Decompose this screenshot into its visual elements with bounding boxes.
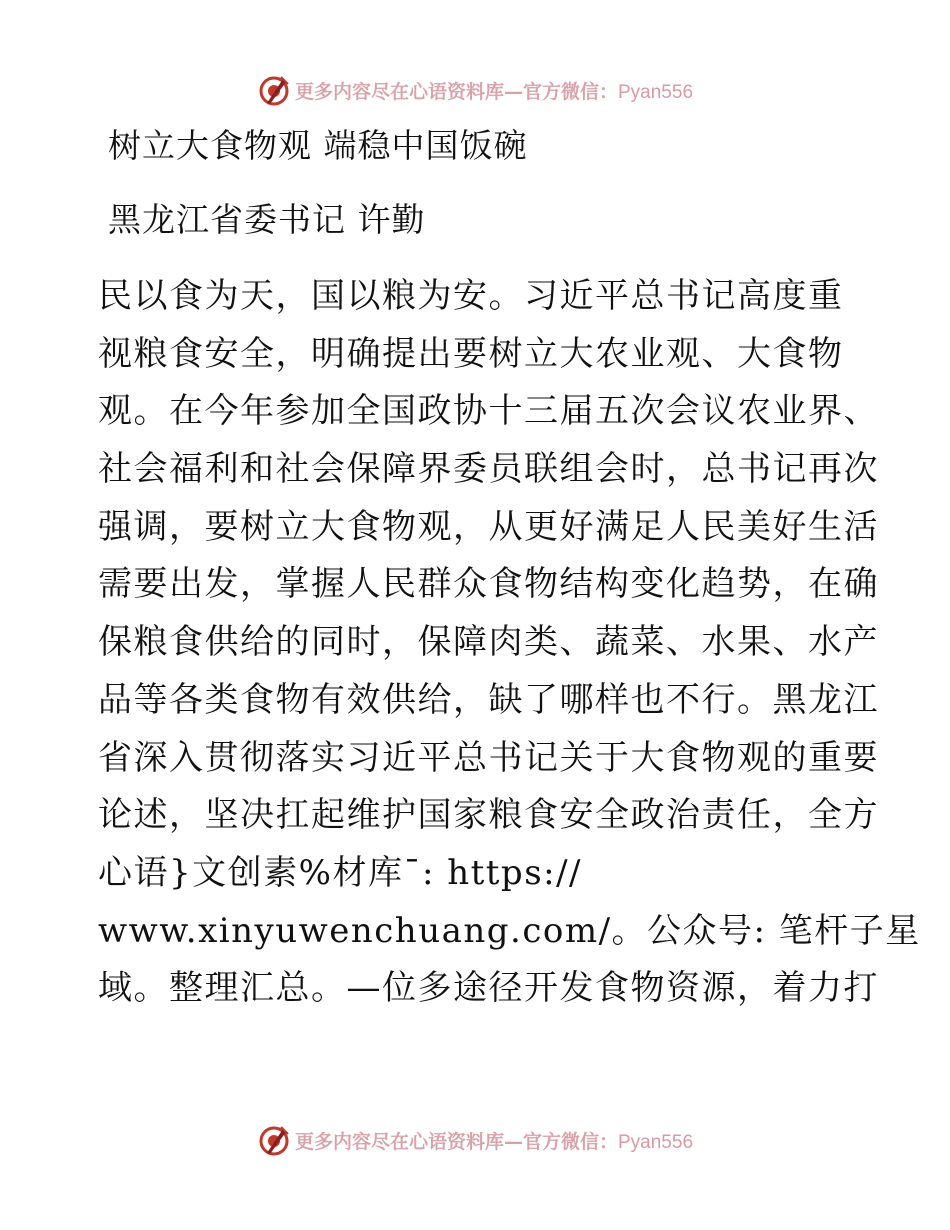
quill-logo-icon [257,1123,291,1157]
body-line: 保粮食供给的同时，保障肉类、蔬菜、水果、水产 [98,622,879,663]
body-line: 强调，要树立大食物观，从更好满足人民美好生活 [98,506,879,547]
document-author: 黑龙江省委书记 许勤 [108,200,426,239]
body-line: 民以食为天，国以粮为安。习近平总书记高度重 [98,276,844,316]
banner-slogan: 更多内容尽在心语资料库—官方微信： [294,80,618,103]
banner-text [295,77,693,104]
banner-wechat-id: Pyan556 [618,1131,694,1153]
body-line: 观。在今年参加全国政协十三届五次会议农业界、 [98,391,879,432]
header-banner [0,70,950,110]
body-line: www.xinyuwenchuang.com/。公众号: 笔杆子星 [98,910,921,951]
footer-banner [0,1120,950,1160]
banner-slogan: 更多内容尽在心语资料库—官方微信： [294,1130,618,1153]
body-line: 域。整理汇总。—位多途径开发食物资源，着力打 [98,968,879,1009]
quill-logo-icon [257,73,291,107]
banner-text [295,1127,693,1154]
body-line: 社会福利和社会保障界委员联组会时，总书记再次 [98,449,879,490]
body-line: 省深入贯彻落实习近平总书记关于大食物观的重要 [98,737,879,778]
body-line: 视粮食安全，明确提出要树立大农业观、大食物 [98,333,844,374]
document-title: 树立大食物观 端稳中国饭碗 [108,126,528,165]
body-line: 论述，坚决扛起维护国家粮食安全政治责任，全方 [98,795,879,836]
banner-wechat-id: Pyan556 [618,81,694,103]
body-line: 心语}文创素%材库¯: https:// [98,852,583,893]
body-line: 品等各类食物有效供给，缺了哪样也不行。黑龙江 [98,679,879,720]
body-line: 需要出发，掌握人民群众食物结构变化趋势，在确 [98,564,879,605]
document-body [98,274,921,1024]
